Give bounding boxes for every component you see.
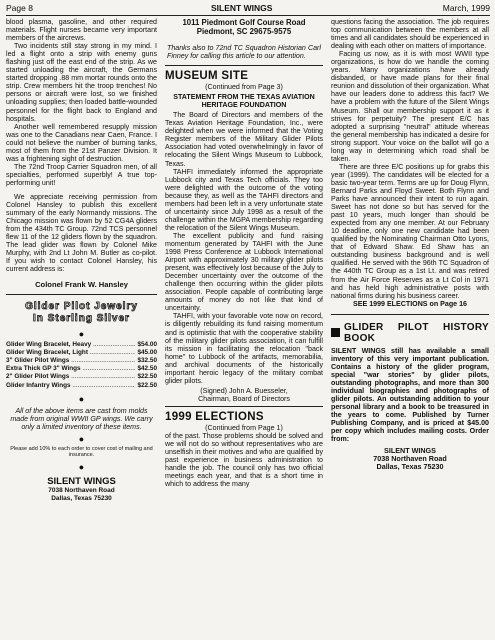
jewelry-notice: All of the above items are cast from molds made from original WWII GP wings. We carry only a limited inventory of these items. bbox=[10, 406, 153, 431]
statement-title: STATEMENT FROM THE TEXAS AVIATION HERITAGE FOUNDATION bbox=[173, 93, 315, 110]
address-street: 7038 Northaven Road bbox=[373, 454, 447, 464]
divider bbox=[331, 314, 489, 315]
divider bbox=[165, 65, 323, 66]
order-address bbox=[6, 476, 157, 503]
paragraph: We appreciate receiving permission from Colonel Hansley to publish this excellent summary of the early Normandy missions. The Chicago mission was flown by 52 CG4A gliders from the 434th TC Group. 72nd TCS personnel flew 11 of the 12 gliders flown by the squadron. The lead glider was flown by Colonel Mike Murphy, with 2nd Lt John M. Butler as co-pilot. If you wish to contact Colonel Hansley, his current address is: bbox=[6, 192, 157, 274]
jewelry-title-line2: In Sterling Silver bbox=[33, 312, 130, 324]
price-row: Extra Thick GP 3" Wings ..... $42.50 bbox=[6, 365, 157, 373]
paragraph: Facing us now, as it is with most WWII type organizations, is how do we handle the coming years. Many organizations have already disbanded, or have made plans for their final reunion and dissolution of their organization. What have our leaders done to address this fact? We have a problem with the future of the Silent Wings Museum. Shall our membership support it as it strives for perpetuity? The present E/C has adopted a surprising "neutral" attitude whereas the general membership has indicated a desire for strong support. Your voice on the ballot will go a long way in determining which road shall be taken. bbox=[331, 50, 489, 163]
postage-note: Please add 10% to each order to cover cost of mailing and insurance. bbox=[10, 445, 153, 459]
book-description: SILENT WINGS still has available a small inventory of this very important publication. Contains a history of the glider program, special "war stories" by glider pilots, outstanding photographs, and more than 300 individual biographies and photographs of glider pilots. An outstanding addition to your personal library and a book to be treasured in the years to come. Published by Turner Publishing Company, and is priced at $45.00 per copy which includes mailing costs. Order from: bbox=[331, 346, 489, 444]
square-bullet-icon bbox=[331, 328, 340, 337]
jewelry-title-line1: Glider Pilot Jewelry bbox=[25, 300, 138, 312]
issue-date: March, 1999 bbox=[442, 3, 490, 13]
address-city: Dallas, Texas 75230 bbox=[376, 462, 444, 472]
price-row: Glider Wing Bracelet, Heavy ..... $54.00 bbox=[6, 341, 157, 349]
page-number: Page 8 bbox=[6, 3, 33, 13]
price-list bbox=[6, 341, 157, 390]
bullet-dot-icon: ● bbox=[78, 328, 85, 339]
bullet-dot-icon: ● bbox=[78, 393, 85, 404]
see-also-note: SEE 1999 ELECTIONS on Page 16 bbox=[353, 299, 467, 308]
thanks-note: Thanks also to 72nd TC Squadron Historian Carl Finney for calling this article to our attention. bbox=[167, 44, 321, 61]
signature: Colonel Frank W. Hansley bbox=[35, 280, 128, 290]
address-name: SILENT WINGS bbox=[47, 475, 116, 487]
signature-line: (Signed) John A. Buesseler, bbox=[200, 386, 288, 395]
paragraph: of the past. Those problems should be solved and we will not do so without representatives who are unselfish in their motives and who are qualified by past experience in business administration to handle the job. The council only has two official meetings each year, and that is a short time in which to address the many bbox=[165, 431, 323, 489]
paragraph: Another well remembered resupply mission was one to the Canadians near Caen, France. I could not believe the number of burning tanks, most of them from the 21st Panzer Division. It was a frightening sight of destruction. bbox=[6, 122, 157, 163]
column-1 bbox=[6, 18, 157, 636]
address-street: 7038 Northaven Road bbox=[48, 486, 115, 494]
paragraph: The excellent publicity and fund raising momentum generated by TAHFI with the June 1998 Press Conference at Lubbock International Airport with approximately 30 military glider pilots present, was effectively lost because of the July to December uncertainty over the outcome of the challenge then occurring within the glider pilots association. People capable of contributing large amounts of money do not like that kind of uncertainty. bbox=[165, 231, 323, 313]
paragraph: TAHFI, with your favorable vote now on record, is diligently rebuilding its fund raising momentum and is optimistic that with the cooperative stability of the military glider pilots association, it can fulfill its mission in facilitating the relocation "back home" to Lubbock of the artifacts, memorabilia, and archival documents of the historically important heroic legacy of the military combat glider pilots. bbox=[165, 312, 323, 385]
paragraph: The 72nd Troop Carrier Squadron men, of all specialties, performed superbly! A true top-performing unit! bbox=[6, 162, 157, 187]
history-book-heading: GLIDER PILOT HISTORY BOOK bbox=[331, 322, 489, 344]
order-address bbox=[331, 447, 489, 471]
divider bbox=[165, 406, 323, 407]
contact-address-line1: 1011 Piedmont Golf Course Road bbox=[182, 18, 306, 27]
page-header bbox=[6, 3, 490, 16]
paragraph: There are three E/C positions up for grabs this year (1999). The candidates will be elected for a basic two-year term. Terms are up for Doug Flynn, Bernard Parks and Floyd Sweet. Both Flynn and Parks have announced their intent to run again. Sweet has not done so but has served for the past 10 years, much longer than should be expected from any one member. At our February 10 deadline, only one new candidate had been qualified by the Nominating Chairman Otto Lyons, that of Edward Shaw. Ed Shaw has an outstanding business background and is well qualified. He served with the 96th TC Squadron of the 440th TC Group as a 1st Lt. and was retired from the Air Force Reserves as a Lt Col in 1971 and has held high administrative posts with national firms during his business career. bbox=[331, 162, 489, 300]
paragraph: The Board of Directors and members of the Texas Aviation Heritage Foundation, Inc., were delighted when we were informed that the Voting Register members of the Military Glider Pilots Association had voted overwhelmingly in favor of relocating the Silent Wings Museum to Lubbock, Texas. bbox=[165, 111, 323, 168]
column-3 bbox=[331, 18, 489, 636]
paragraph: Two incidents still stay strong in my mind. I led a flight onto a strip with enemy guns flashing just off the east end of the strip. As we started unloading the aircraft, the Germans started dropping .88 mm mortar rounds onto the strip. Crew members hit the troop trenches! No persons or aircraft were lost, so we finished unloading supplies; then loaded battle-wounded personnel for the flight back to England and hospitals. bbox=[6, 42, 157, 123]
price-row: Glider Wing Bracelet, Light ..... $45.00 bbox=[6, 349, 157, 357]
paragraph: TAHFI immediately informed the appropriate Lubbock city and Texas Tech officials. They too were delighted with the outcome of the voting because they, as well as the TAHFI directors and members had been left in a very unfortunate state of uncertainty since July 1998 as a result of the challenge within the MGPA membership regarding the relocation of the Silent Wings Museum. bbox=[165, 167, 323, 232]
continued-note: (Continued from Page 3) bbox=[205, 83, 283, 92]
price-row: Glider Infantry Wings ..... $22.50 bbox=[6, 382, 157, 390]
elections-section-heading: 1999 ELECTIONS bbox=[165, 410, 264, 423]
museum-section-heading: MUSEUM SITE bbox=[165, 70, 249, 83]
contact-address-line2: Piedmont, SC 29675-9575 bbox=[196, 27, 292, 36]
column-2 bbox=[165, 18, 323, 636]
address-city: Dallas, Texas 75230 bbox=[51, 494, 112, 502]
paragraph: questions facing the association. The job requires top communication between the members at all times and all candidates should be experienced in dealing with each other on matters of importance. bbox=[331, 18, 489, 51]
signature-title: Chairman, Board of Directors bbox=[198, 394, 290, 403]
continued-note: (Continued from Page 1) bbox=[205, 423, 283, 432]
divider bbox=[6, 294, 157, 295]
address-name: SILENT WINGS bbox=[384, 446, 436, 456]
price-row: 2" Glider Pilot Wings ..... $22.50 bbox=[6, 373, 157, 381]
bullet-dot-icon: ● bbox=[78, 461, 85, 472]
price-row: 3" Glider Pilot Wings ..... $32.50 bbox=[6, 357, 157, 365]
newsletter-title: SILENT WINGS bbox=[211, 3, 273, 13]
bullet-dot-icon: ● bbox=[78, 433, 85, 444]
paragraph: blood plasma, gasoline, and other required materials. Flight nurses became very important members of the aircrews. bbox=[6, 18, 157, 43]
jewelry-ad-title bbox=[6, 301, 157, 325]
